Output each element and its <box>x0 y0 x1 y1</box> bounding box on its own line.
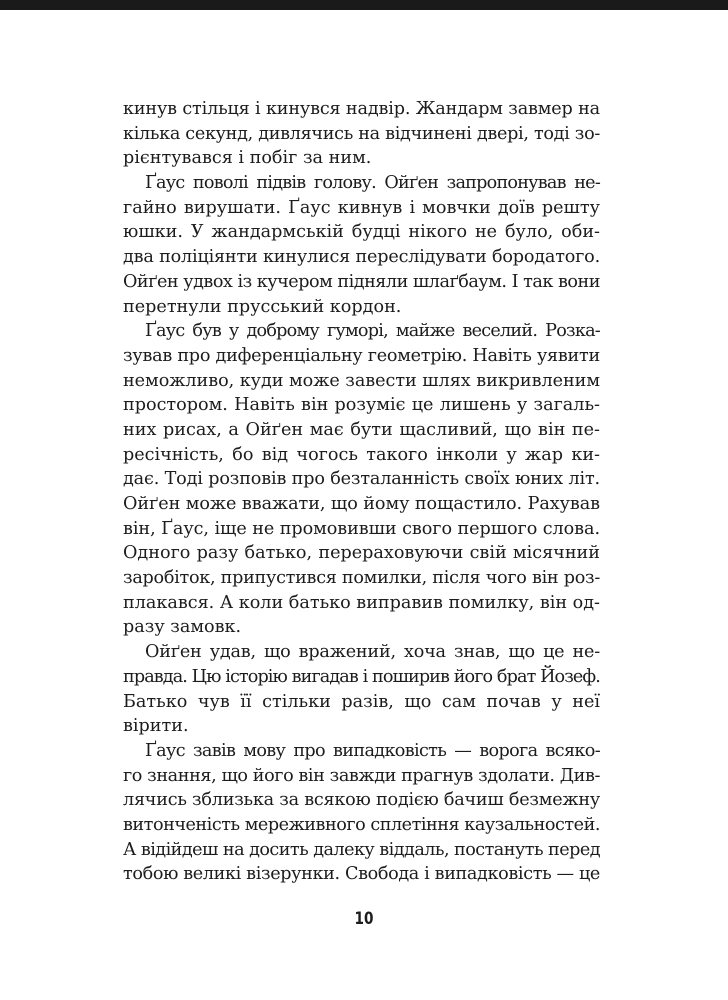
text-line: перетнули прусський кордон. <box>123 296 402 317</box>
text-line: він, Ґаус, іще не промовивши свого першого слова. <box>123 518 600 539</box>
text-line: дає. Тоді розповів про безталанність своїх юних літ. <box>123 469 600 490</box>
text-line: Ойґен удвох із кучером підняли шлаґбаум. І так вони <box>123 271 600 292</box>
text-line: юшки. У жандармській будці нікого не було, оби- <box>123 222 600 243</box>
text-line: простором. Навіть він розуміє це лишень у загаль- <box>123 395 600 416</box>
text-line: го знання, що його він завжди прагнув здолати. Див- <box>123 765 600 786</box>
text-line: Ґаус завів мову про випадковість — ворога всяко- <box>145 740 600 761</box>
text-line: кілька секунд, дивлячись на відчинені двері, тоді зо- <box>123 123 600 144</box>
text-line: заробіток, припустився помилки, після чого він роз- <box>123 568 600 589</box>
text-line: Ойґен удав, що вражений, хоча знав, що це не- <box>145 642 600 663</box>
text-line: неможливо, куди може завести шлях викривленим <box>123 370 600 391</box>
page-number: 10 <box>354 909 374 929</box>
text-line: вірити. <box>123 716 189 737</box>
text-line: гайно вирушати. Ґаус кивнув і мовчки доїв решту <box>123 197 600 218</box>
body-text <box>123 97 600 887</box>
text-line: них рисах, а Ойґен має бути щасливий, що він пе- <box>123 419 600 440</box>
text-line: правда. Цю історію вигадав і поширив його брат Йозеф. <box>123 666 600 687</box>
text-line: Ґаус поволі підвів голову. Ойґен запропонував не- <box>145 173 600 194</box>
top-border <box>0 0 728 10</box>
text-line: разу замовк. <box>123 617 242 638</box>
text-line: Батько чув її стільки разів, що сам почав у неї <box>123 691 600 712</box>
text-line: витонченість мереживного сплетіння каузальностей. <box>123 814 600 835</box>
text-line: зував про диференціальну геометрію. Навіть уявити <box>123 345 600 366</box>
text-line: тобою великі візерунки. Свобода і випадковість — це <box>123 864 600 885</box>
text-line: Одного разу батько, перераховуючи свій місячний <box>123 543 600 564</box>
text-line: Ойґен може вважати, що йому пощастило. Рахував <box>123 494 600 514</box>
text-line: кинув стільця і кинувся надвір. Жандарм завмер на <box>123 99 600 119</box>
text-line: Ґаус був у доброму гуморі, майже веселий. Розка- <box>145 321 600 342</box>
text-line: рієнтувався і побіг за ним. <box>123 148 372 169</box>
text-line: ресічність, бо від чогось такого інколи у жар ки- <box>123 444 600 465</box>
text-line: лячись зблизька за всякою подією бачиш безмежну <box>123 790 600 811</box>
text-line: А відійдеш на досить далеку віддаль, постануть перед <box>123 839 600 860</box>
text-line: два поліціянти кинулися переслідувати бородатого. <box>123 247 600 268</box>
text-line: плакався. А коли батько виправив помилку, він од- <box>123 592 600 613</box>
